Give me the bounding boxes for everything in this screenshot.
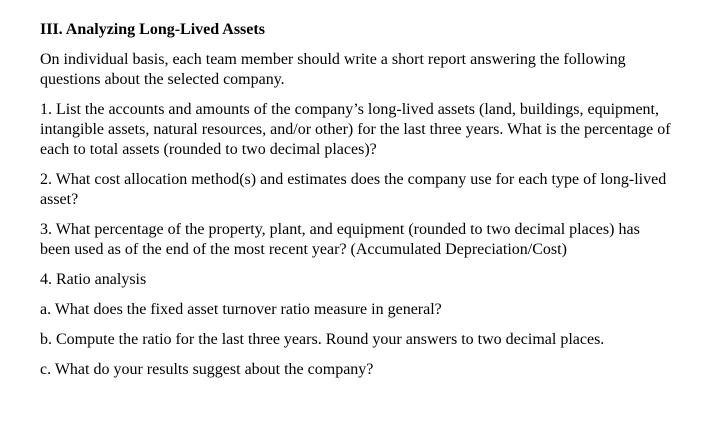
question-3: 3. What percentage of the property, plant, and equipment (rounded to two decimal places) has been used as of the end of the most recent year? (Accumulated Depreciation/Cost) — [40, 221, 640, 258]
question-4b: b. Compute the ratio for the last three years. Round your answers to two decimal places. — [40, 331, 605, 348]
question-4c: c. What do your results suggest about the company? — [40, 361, 374, 378]
question-1: 1. List the accounts and amounts of the company’s long-lived assets (land, buildings, equipment, intangible assets, natural resources, and/or other) for the last three years. What is the percentage of each to total assets (rounded to two decimal places)? — [40, 101, 671, 158]
question-2: 2. What cost allocation method(s) and estimates does the company use for each type of long-lived asset? — [40, 171, 667, 208]
question-4a: a. What does the fixed asset turnover ratio measure in general? — [40, 301, 442, 318]
question-4: 4. Ratio analysis — [40, 271, 147, 288]
section-heading: III. Analyzing Long-Lived Assets — [40, 21, 265, 38]
intro-paragraph: On individual basis, each team member should write a short report answering the following questions about the selected company. — [40, 51, 626, 88]
